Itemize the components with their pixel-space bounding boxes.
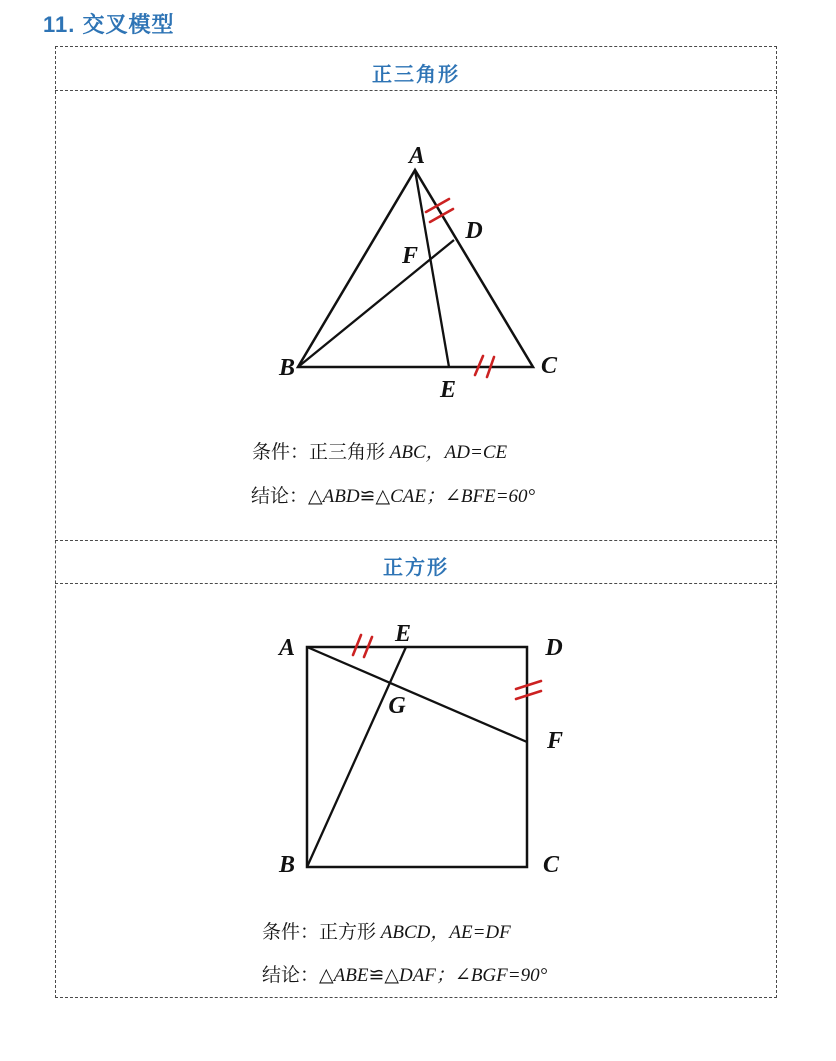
conclusion-label: 结论： (251, 486, 309, 507)
square-condition-line (262, 917, 511, 944)
header-triangle-panel: 正三角形 (372, 64, 460, 86)
vertex-label-f-triangle: F (401, 243, 419, 269)
triangle-condition-line (252, 437, 507, 464)
vertex-label-a-triangle: A (408, 143, 426, 169)
page-title: 11. 交叉模型 (43, 12, 175, 37)
vertex-label-e-triangle: E (439, 377, 457, 403)
vertex-label-c-triangle: C (540, 353, 558, 379)
condition-math: ABC，AD=CE (389, 442, 508, 463)
panel-table (55, 46, 777, 998)
triangle-conclusion-line (251, 481, 535, 508)
header-square-panel: 正方形 (383, 557, 449, 579)
vertex-label-c-square: C (542, 852, 560, 878)
vertex-label-g-square: G (388, 693, 406, 719)
conclusion-label: 结论： (262, 965, 320, 986)
vertex-label-d-triangle: D (465, 218, 483, 244)
vertex-label-f-square: F (546, 728, 564, 754)
condition-text: 正方形 (319, 922, 381, 943)
condition-label: 条件： (262, 922, 320, 943)
condition-label: 条件： (252, 442, 310, 463)
vertex-label-a-square: A (278, 635, 296, 661)
row-divider-before-square-header (55, 540, 777, 541)
conclusion-math: △ABE≌△DAF；∠BGF=90° (319, 965, 548, 986)
vertex-label-e-square: E (394, 621, 412, 647)
square-conclusion-line (262, 960, 547, 987)
condition-text: 正三角形 (309, 442, 390, 463)
conclusion-math: △ABD≌△CAE；∠BFE=60° (308, 486, 536, 507)
row-divider-after-triangle-header (55, 90, 777, 91)
vertex-label-b-square: B (278, 852, 296, 878)
condition-math: ABCD，AE=DF (380, 922, 511, 943)
row-divider-after-square-header (55, 583, 777, 584)
vertex-label-b-triangle: B (278, 355, 296, 381)
vertex-label-d-square: D (545, 635, 563, 661)
